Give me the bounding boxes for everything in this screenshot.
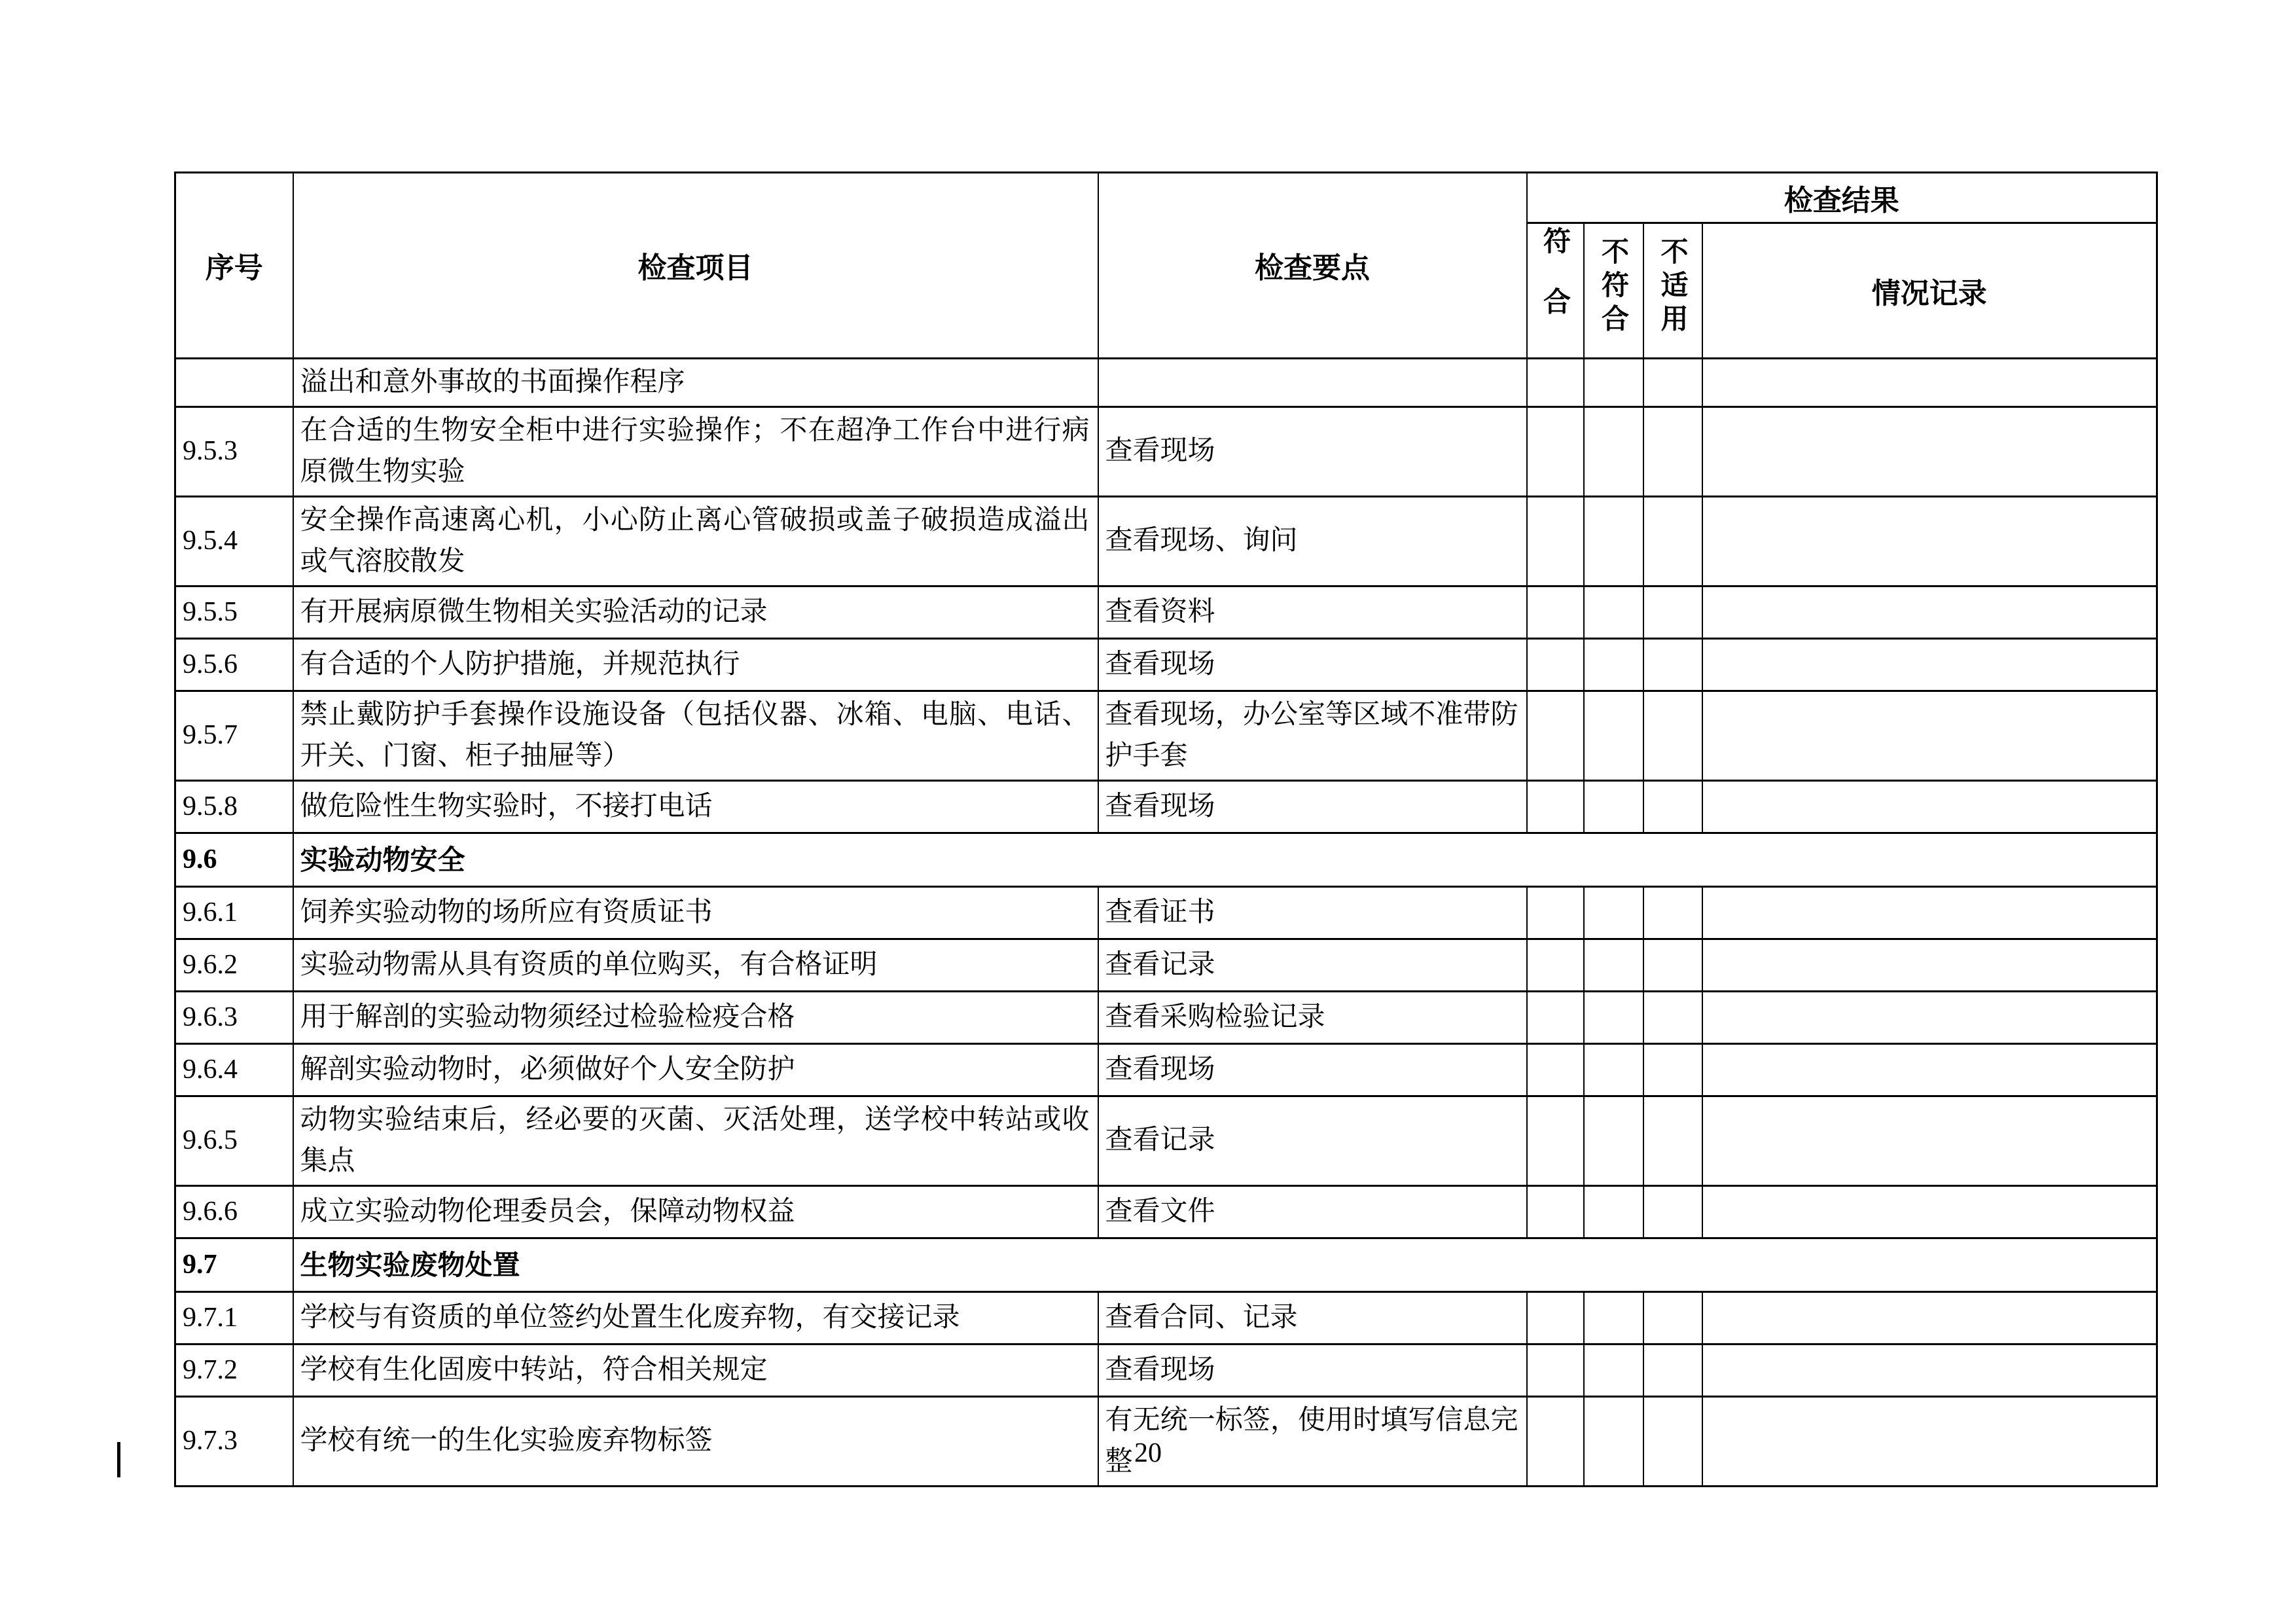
table-row bbox=[175, 1043, 2157, 1096]
section-row bbox=[175, 833, 2157, 886]
conform-cell[interactable] bbox=[1527, 1344, 1584, 1396]
item-cell: 安全操作高速离心机，小心防止离心管破损或盖子破损造成溢出或气溶胶散发 bbox=[293, 496, 1098, 586]
conform-cell[interactable] bbox=[1527, 406, 1584, 496]
header-sub-conform-label: 符合 bbox=[1540, 226, 1571, 348]
nonconform-cell[interactable] bbox=[1584, 1043, 1643, 1096]
table-row bbox=[175, 886, 2157, 939]
record-cell[interactable] bbox=[1702, 1043, 2157, 1096]
na-cell[interactable] bbox=[1643, 1096, 1702, 1185]
header-col-result: 检查结果 bbox=[1527, 173, 2157, 223]
na-cell[interactable] bbox=[1643, 586, 1702, 638]
points-cell: 查看记录 bbox=[1098, 939, 1527, 991]
conform-cell[interactable] bbox=[1527, 1185, 1584, 1238]
header-sub-conform bbox=[1527, 223, 1584, 359]
header-col-points: 检查要点 bbox=[1098, 173, 1527, 359]
record-cell[interactable] bbox=[1702, 691, 2157, 780]
row-no bbox=[175, 358, 293, 406]
inspection-checklist-table bbox=[174, 171, 2158, 1487]
na-cell[interactable] bbox=[1643, 1043, 1702, 1096]
header-sub-record: 情况记录 bbox=[1702, 223, 2157, 359]
record-cell[interactable] bbox=[1702, 1291, 2157, 1344]
item-cell: 有合适的个人防护措施，并规范执行 bbox=[293, 638, 1098, 691]
record-cell[interactable] bbox=[1702, 886, 2157, 939]
points-cell: 查看资料 bbox=[1098, 586, 1527, 638]
table-row bbox=[175, 780, 2157, 833]
na-cell[interactable] bbox=[1643, 358, 1702, 406]
points-cell: 查看文件 bbox=[1098, 1185, 1527, 1238]
row-no: 9.6.2 bbox=[175, 939, 293, 991]
record-cell[interactable] bbox=[1702, 586, 2157, 638]
table-row bbox=[175, 691, 2157, 780]
row-no: 9.6.3 bbox=[175, 991, 293, 1043]
item-cell: 学校有生化固废中转站，符合相关规定 bbox=[293, 1344, 1098, 1396]
row-no: 9.6.5 bbox=[175, 1096, 293, 1185]
conform-cell[interactable] bbox=[1527, 1291, 1584, 1344]
nonconform-cell[interactable] bbox=[1584, 1185, 1643, 1238]
header-sub-nonconform bbox=[1584, 223, 1643, 359]
row-no: 9.5.3 bbox=[175, 406, 293, 496]
nonconform-cell[interactable] bbox=[1584, 1291, 1643, 1344]
table-body bbox=[175, 358, 2157, 1486]
conform-cell[interactable] bbox=[1527, 991, 1584, 1043]
conform-cell[interactable] bbox=[1527, 939, 1584, 991]
record-cell[interactable] bbox=[1702, 406, 2157, 496]
row-no: 9.5.4 bbox=[175, 496, 293, 586]
row-no: 9.5.5 bbox=[175, 586, 293, 638]
table-row bbox=[175, 406, 2157, 496]
row-no: 9.5.6 bbox=[175, 638, 293, 691]
row-no: 9.6.4 bbox=[175, 1043, 293, 1096]
record-cell[interactable] bbox=[1702, 496, 2157, 586]
conform-cell[interactable] bbox=[1527, 691, 1584, 780]
conform-cell[interactable] bbox=[1527, 496, 1584, 586]
table-row bbox=[175, 358, 2157, 406]
conform-cell[interactable] bbox=[1527, 1043, 1584, 1096]
nonconform-cell[interactable] bbox=[1584, 1344, 1643, 1396]
points-cell: 查看合同、记录 bbox=[1098, 1291, 1527, 1344]
points-cell: 查看现场 bbox=[1098, 638, 1527, 691]
table-row bbox=[175, 1344, 2157, 1396]
record-cell[interactable] bbox=[1702, 638, 2157, 691]
conform-cell[interactable] bbox=[1527, 780, 1584, 833]
points-cell: 查看采购检验记录 bbox=[1098, 991, 1527, 1043]
header-col-no: 序号 bbox=[175, 173, 293, 359]
row-no: 9.5.7 bbox=[175, 691, 293, 780]
row-no: 9.7.2 bbox=[175, 1344, 293, 1396]
na-cell[interactable] bbox=[1643, 780, 1702, 833]
nonconform-cell[interactable] bbox=[1584, 780, 1643, 833]
row-no: 9.6 bbox=[175, 833, 293, 886]
na-cell[interactable] bbox=[1643, 496, 1702, 586]
conform-cell[interactable] bbox=[1527, 886, 1584, 939]
points-cell: 查看现场 bbox=[1098, 1344, 1527, 1396]
table-row bbox=[175, 1096, 2157, 1185]
na-cell[interactable] bbox=[1643, 1185, 1702, 1238]
header-sub-nonconform-label: 不符合 bbox=[1598, 236, 1629, 338]
record-cell[interactable] bbox=[1702, 1185, 2157, 1238]
points-cell: 查看现场 bbox=[1098, 780, 1527, 833]
nonconform-cell[interactable] bbox=[1584, 886, 1643, 939]
table-row bbox=[175, 1291, 2157, 1344]
na-cell[interactable] bbox=[1643, 406, 1702, 496]
table-row bbox=[175, 939, 2157, 991]
conform-cell[interactable] bbox=[1527, 638, 1584, 691]
na-cell[interactable] bbox=[1643, 991, 1702, 1043]
header-sub-na bbox=[1643, 223, 1702, 359]
page-number: 20 bbox=[1134, 1438, 1162, 1468]
item-cell: 有开展病原微生物相关实验活动的记录 bbox=[293, 586, 1098, 638]
item-cell: 在合适的生物安全柜中进行实验操作；不在超净工作台中进行病原微生物实验 bbox=[293, 406, 1098, 496]
item-cell: 解剖实验动物时，必须做好个人安全防护 bbox=[293, 1043, 1098, 1096]
table-row bbox=[175, 1185, 2157, 1238]
nonconform-cell[interactable] bbox=[1584, 496, 1643, 586]
points-cell: 查看证书 bbox=[1098, 886, 1527, 939]
section-row bbox=[175, 1238, 2157, 1291]
nonconform-cell[interactable] bbox=[1584, 1096, 1643, 1185]
nonconform-cell[interactable] bbox=[1584, 586, 1643, 638]
item-cell: 成立实验动物伦理委员会，保障动物权益 bbox=[293, 1185, 1098, 1238]
record-cell[interactable] bbox=[1702, 1096, 2157, 1185]
points-cell: 查看现场 bbox=[1098, 406, 1527, 496]
nonconform-cell[interactable] bbox=[1584, 638, 1643, 691]
header-sub-na-label: 不适用 bbox=[1657, 236, 1689, 338]
record-cell[interactable] bbox=[1702, 358, 2157, 406]
item-cell: 学校有统一的生化实验废弃物标签 bbox=[293, 1396, 1098, 1486]
header-col-item: 检查项目 bbox=[293, 173, 1098, 359]
na-cell[interactable] bbox=[1643, 1291, 1702, 1344]
item-cell: 饲养实验动物的场所应有资质证书 bbox=[293, 886, 1098, 939]
row-no: 9.7.3 bbox=[175, 1396, 293, 1486]
nonconform-cell[interactable] bbox=[1584, 358, 1643, 406]
table-row bbox=[175, 991, 2157, 1043]
conform-cell[interactable] bbox=[1527, 586, 1584, 638]
nonconform-cell[interactable] bbox=[1584, 406, 1643, 496]
conform-cell[interactable] bbox=[1527, 1096, 1584, 1185]
item-cell: 用于解剖的实验动物须经过检验检疫合格 bbox=[293, 991, 1098, 1043]
row-no: 9.6.6 bbox=[175, 1185, 293, 1238]
points-cell: 查看记录 bbox=[1098, 1096, 1527, 1185]
item-cell: 学校与有资质的单位签约处置生化废弃物，有交接记录 bbox=[293, 1291, 1098, 1344]
nonconform-cell[interactable] bbox=[1584, 691, 1643, 780]
nonconform-cell[interactable] bbox=[1584, 991, 1643, 1043]
section-title: 生物实验废物处置 bbox=[293, 1238, 2157, 1291]
points-cell: 有无统一标签，使用时填写信息完整 bbox=[1098, 1396, 1527, 1486]
points-cell: 查看现场，办公室等区域不准带防护手套 bbox=[1098, 691, 1527, 780]
table-row bbox=[175, 586, 2157, 638]
conform-cell[interactable] bbox=[1527, 358, 1584, 406]
na-cell[interactable] bbox=[1643, 691, 1702, 780]
record-cell[interactable] bbox=[1702, 939, 2157, 991]
points-cell: 查看现场 bbox=[1098, 1043, 1527, 1096]
item-cell: 动物实验结束后，经必要的灭菌、灭活处理，送学校中转站或收集点 bbox=[293, 1096, 1098, 1185]
section-title: 实验动物安全 bbox=[293, 833, 2157, 886]
table-row bbox=[175, 496, 2157, 586]
na-cell[interactable] bbox=[1643, 886, 1702, 939]
item-cell: 实验动物需从具有资质的单位购买，有合格证明 bbox=[293, 939, 1098, 991]
row-no: 9.7 bbox=[175, 1238, 293, 1291]
points-cell: 查看现场、询问 bbox=[1098, 496, 1527, 586]
record-cell[interactable] bbox=[1702, 991, 2157, 1043]
table-row bbox=[175, 638, 2157, 691]
table-header bbox=[175, 173, 2157, 359]
points-cell bbox=[1098, 358, 1527, 406]
na-cell[interactable] bbox=[1643, 939, 1702, 991]
record-cell[interactable] bbox=[1702, 1344, 2157, 1396]
row-no: 9.7.1 bbox=[175, 1291, 293, 1344]
na-cell[interactable] bbox=[1643, 638, 1702, 691]
item-cell: 做危险性生物实验时，不接打电话 bbox=[293, 780, 1098, 833]
header-row-main bbox=[175, 173, 2157, 223]
row-no: 9.6.1 bbox=[175, 886, 293, 939]
nonconform-cell[interactable] bbox=[1584, 939, 1643, 991]
row-no: 9.5.8 bbox=[175, 780, 293, 833]
na-cell[interactable] bbox=[1643, 1344, 1702, 1396]
record-cell[interactable] bbox=[1702, 780, 2157, 833]
item-cell: 溢出和意外事故的书面操作程序 bbox=[293, 358, 1098, 406]
item-cell: 禁止戴防护手套操作设施设备（包括仪器、冰箱、电脑、电话、开关、门窗、柜子抽屉等） bbox=[293, 691, 1098, 780]
